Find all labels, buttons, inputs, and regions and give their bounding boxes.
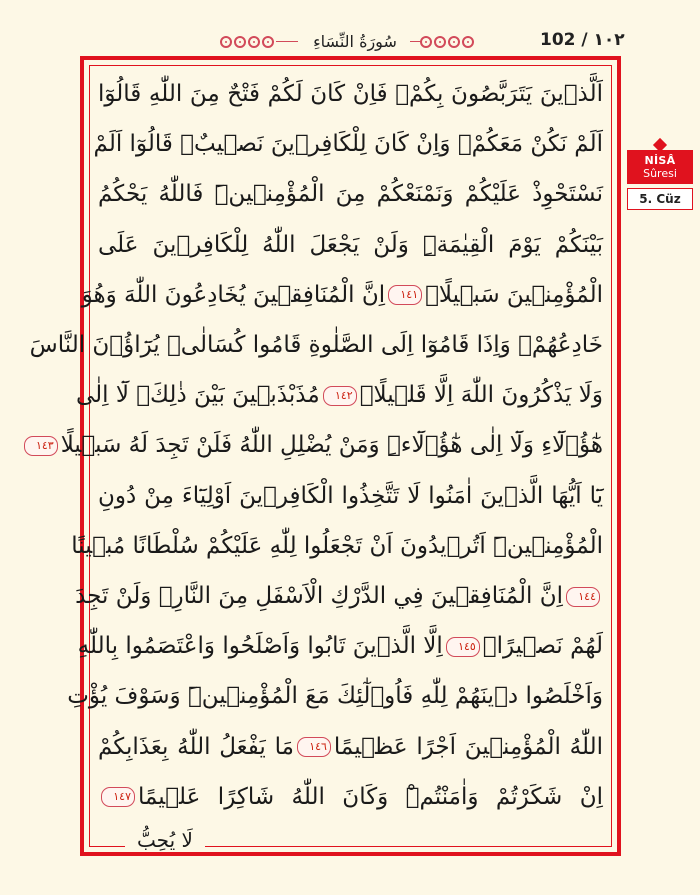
header-ornament-right — [420, 34, 474, 50]
text-line — [98, 225, 603, 265]
header-rule-left — [276, 41, 298, 42]
verse-text: مُذَبْذَبٖينَ بَيْنَ ذٰلِكَۗ لَٓا اِلٰى — [75, 382, 320, 409]
sura-label: Sûresi — [643, 167, 677, 180]
text-line — [71, 526, 603, 566]
text-line — [67, 676, 603, 716]
verse-text: وَاَخْلَصُوا دٖينَهُمْ لِلّٰهِ فَاُو۬لٰٓئِكَ مَعَ الْمُؤْمِنٖينَۜ وَسَوْفَ يُؤْتِ — [67, 683, 603, 710]
text-line — [77, 626, 603, 666]
text-line — [75, 576, 603, 616]
header-ornament-left — [220, 34, 274, 50]
verse-text: مَا يَفْعَلُ اللّٰهُ بِعَذَابِكُمْ — [98, 733, 294, 760]
page-header — [0, 0, 700, 60]
sura-side-tab — [627, 150, 693, 210]
verse-number-marker: ١٤٤ — [566, 587, 600, 607]
page-number: 102 / ١٠٢ — [540, 30, 625, 50]
verse-text: اِنَّ الْمُنَافِقٖينَ يُخَادِعُونَ اللّٰهَ وَهُوَ — [81, 281, 386, 308]
text-line — [93, 124, 603, 164]
text-line — [81, 275, 603, 315]
text-line — [98, 476, 603, 516]
verse-number-marker: ١٤١ — [388, 285, 422, 305]
text-line — [29, 325, 603, 365]
verse-text: اَلَمْ نَكُنْ مَعَكُمْۘ وَاِنْ كَانَ لِلْكَافِرٖينَ نَصٖيبٌۙ قَالُوٓا اَلَمْ — [93, 131, 603, 158]
verse-text: الْمُؤْمِنٖينَ سَبٖيلًاۜ — [425, 281, 603, 308]
verse-text: اِنَّ الْمُنَافِقٖينَ فِي الدَّرْكِ الْاَسْفَلِ مِنَ النَّارِۚ وَلَنْ تَجِدَ — [75, 583, 563, 609]
verse-number-marker: ١٤٧ — [101, 787, 135, 807]
text-line — [75, 375, 603, 415]
text-line — [98, 174, 603, 214]
text-line — [98, 727, 603, 767]
verse-text: لَهُمْ نَصٖيرًاۙ — [482, 633, 603, 660]
text-frame — [29, 56, 621, 856]
verse-text: اِنْ شَكَرْتُمْ وَاٰمَنْتُمْۜ وَكَانَ اللّٰهُ شَاكِرًا عَلٖيمًا — [138, 783, 603, 810]
verse-number-marker: ١٤٢ — [323, 386, 357, 406]
verse-text: خَادِعُهُمْۚ وَاِذَا قَامُوٓا اِلَى الصَّلٰوةِ قَامُوا كُسَالٰىۙ يُرَٓاؤُ۫نَ النَّاسَ — [29, 332, 603, 358]
text-frame-inner — [29, 65, 612, 847]
juz-label: 5. Cüz — [627, 188, 693, 210]
verse-number-marker: ١٤٣ — [24, 436, 58, 456]
verse-text: هٰٓؤُ۬لَٓاءِ وَلَٓا اِلٰى هٰٓؤُ۬لَٓاءِۜ وَمَنْ يُضْلِلِ اللّٰهُ فَلَنْ تَجِدَ لَهُ سَبٖيلًا — [60, 432, 603, 459]
verse-text: وَلَا يَذْكُرُونَ اللّٰهَ اِلَّا قَلٖيلًاۘ — [359, 382, 603, 409]
verse-text: اللّٰهُ الْمُؤْمِنٖينَ اَجْرًا عَظٖيمًا — [333, 733, 603, 760]
sura-tab-label — [627, 150, 693, 184]
text-line — [35, 425, 603, 465]
verse-text: اِلَّا الَّذٖينَ تَابُوا وَاَصْلَحُوا وَاعْتَصَمُوا بِاللّٰهِ — [77, 633, 443, 660]
text-line — [98, 777, 603, 817]
verse-text: الْمُؤْمِنٖينَۜ اَتُرٖيدُونَ اَنْ تَجْعَلُوا لِلّٰهِ عَلَيْكُمْ سُلْطَانًا مُبٖينًا — [71, 532, 603, 559]
sura-title: سُورَةُ النِّسَاءِ — [313, 32, 397, 51]
text-line — [98, 74, 603, 114]
verse-text: اَلَّذٖينَ يَتَرَبَّصُونَ بِكُمْۚ فَاِنْ كَانَ لَكُمْ فَتْحٌ مِنَ اللّٰهِ قَالُوٓا — [98, 81, 603, 107]
verse-number-marker: ١٤٥ — [446, 637, 480, 657]
sura-name: NİSÂ — [644, 154, 676, 167]
verse-text: نَسْتَحْوِذْ عَلَيْكُمْ وَنَمْنَعْكُمْ مِنَ الْمُؤْمِنٖينَۜ فَاللّٰهُ يَحْكُمُ — [98, 181, 603, 208]
catchword: لَا يُحِبُّ — [125, 828, 205, 852]
verse-number-marker: ١٤٦ — [297, 737, 331, 757]
verse-text: بَيْنَكُمْ يَوْمَ الْقِيٰمَةِۜ وَلَنْ يَجْعَلَ اللّٰهُ لِلْكَافِرٖينَ عَلَى — [98, 231, 603, 258]
verse-text: يَٓا اَيُّهَا الَّذٖينَ اٰمَنُوا لَا تَتَّخِذُوا الْكَافِرٖينَ اَوْلِيَٓاءَ مِنْ دُونِ — [98, 482, 603, 509]
